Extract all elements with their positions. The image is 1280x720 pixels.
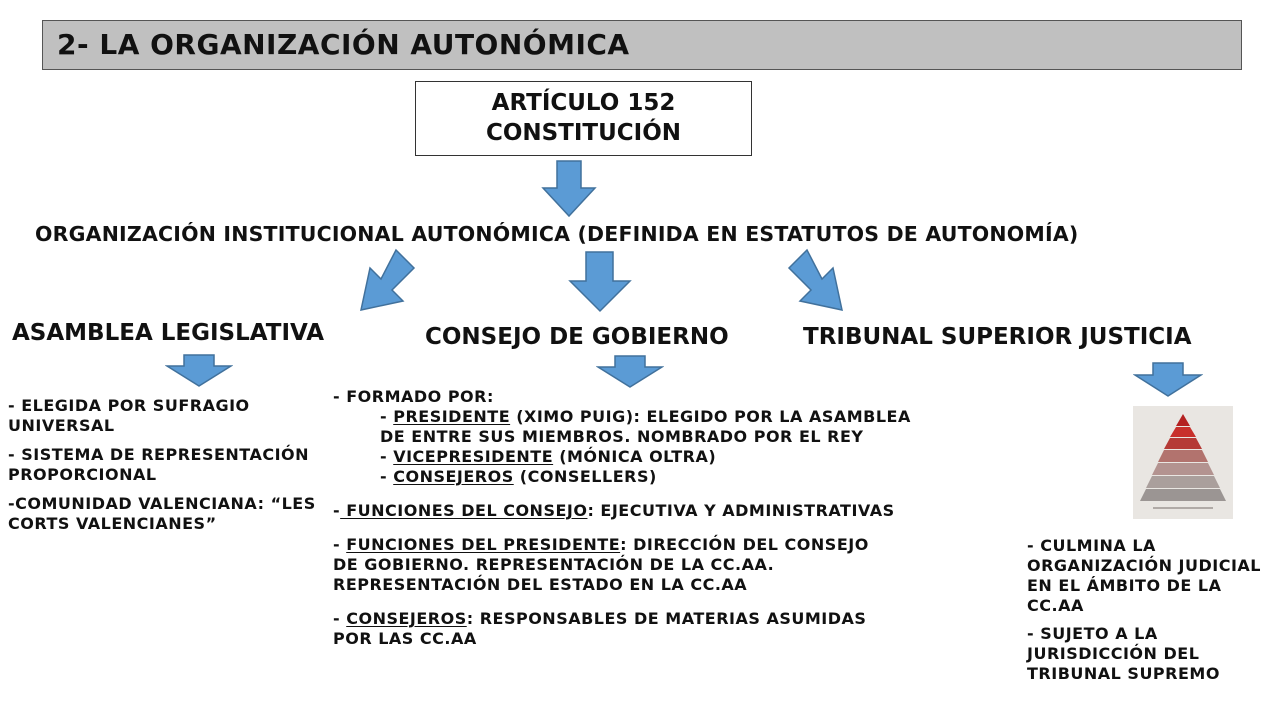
asamblea-item: - SISTEMA DE REPRESENTACIÓN PROPORCIONAL — [8, 445, 310, 484]
down-arrow-icon — [541, 160, 597, 218]
list-dash: - — [380, 447, 394, 466]
article-box — [415, 81, 752, 156]
consejo-funciones — [333, 501, 1023, 521]
term-vicepresidente: VICEPRESIDENTE — [393, 447, 554, 466]
consejeros-resp-text: : RESPONSABLES DE MATERIAS ASUMIDAS — [466, 609, 867, 628]
consejo-presidente-cont: DE ENTRE SUS MIEMBROS. NOMBRADO POR EL REY — [380, 427, 864, 446]
list-dash: - — [333, 501, 341, 520]
vicepresidente-text: (MÓNICA OLTRA) — [553, 447, 717, 466]
term-consejeros-resp: CONSEJEROS — [346, 609, 467, 628]
consejo-presidente — [333, 407, 1023, 427]
consejeros-text: (CONSELLERS) — [513, 467, 657, 486]
funciones-presidente-text: : DIRECCIÓN DEL CONSEJO — [620, 535, 869, 554]
asamblea-item: -COMUNIDAD VALENCIANA: “LES CORTS VALENCIANES” — [8, 494, 316, 533]
down-arrow-icon — [1133, 362, 1203, 398]
list-dash: - — [380, 467, 394, 486]
consejo-list — [333, 387, 1023, 649]
down-arrow-icon — [567, 251, 633, 313]
tribunal-heading: TRIBUNAL SUPERIOR JUSTICIA — [803, 324, 1192, 350]
term-consejeros: CONSEJEROS — [393, 467, 514, 486]
pyramid-image — [1133, 406, 1233, 519]
funciones-presidente-cont: DE GOBIERNO. REPRESENTACIÓN DE LA CC.AA. — [333, 555, 775, 574]
funciones-presidente-cont: REPRESENTACIÓN DEL ESTADO EN LA CC.AA — [333, 575, 748, 594]
tribunal-item: - CULMINA LA ORGANIZACIÓN JUDICIAL EN EL ÁMBITO DE LA CC.AA — [1027, 536, 1261, 615]
consejeros-resp-cont: POR LAS CC.AA — [333, 629, 477, 648]
consejo-consejeros-resp — [333, 609, 1023, 629]
term-presidente: PRESIDENTE — [393, 407, 511, 426]
article-box-line-1: ARTÍCULO 152 — [491, 90, 676, 116]
list-dash: - — [333, 609, 347, 628]
tribunal-list — [1027, 536, 1277, 692]
organization-heading: ORGANIZACIÓN INSTITUCIONAL AUTONÓMICA (DEFINIDA EN ESTATUTOS DE AUTONOMÍA) — [35, 222, 1079, 246]
asamblea-list — [8, 396, 328, 543]
asamblea-heading: ASAMBLEA LEGISLATIVA — [12, 320, 325, 346]
page-title: 2- LA ORGANIZACIÓN AUTONÓMICA — [57, 28, 630, 61]
funciones-consejo-text: : EJECUTIVA Y ADMINISTRATIVAS — [587, 501, 895, 520]
term-funciones-consejo: FUNCIONES DEL CONSEJO — [340, 501, 588, 520]
down-arrow-icon — [596, 355, 664, 389]
consejo-formado: - FORMADO POR: — [333, 387, 494, 406]
tribunal-item: - SUJETO A LA JURISDICCIÓN DEL TRIBUNAL SUPREMO — [1027, 624, 1220, 683]
consejo-vicepresidente — [333, 447, 1023, 467]
term-funciones-presidente: FUNCIONES DEL PRESIDENTE — [346, 535, 621, 554]
consejo-consejeros — [333, 467, 1023, 487]
consejo-funciones-presidente — [333, 535, 1023, 555]
down-right-arrow-icon — [786, 248, 856, 314]
presidente-text: (XIMO PUIG): ELEGIDO POR LA ASAMBLEA — [510, 407, 911, 426]
down-left-arrow-icon — [347, 248, 417, 314]
list-dash: - — [333, 535, 347, 554]
title-bar — [42, 20, 1242, 70]
consejo-heading: CONSEJO DE GOBIERNO — [425, 324, 729, 350]
list-dash: - — [380, 407, 394, 426]
article-box-line-2: CONSTITUCIÓN — [485, 120, 682, 146]
asamblea-item: - ELEGIDA POR SUFRAGIO UNIVERSAL — [8, 396, 250, 435]
down-arrow-icon — [165, 354, 233, 388]
